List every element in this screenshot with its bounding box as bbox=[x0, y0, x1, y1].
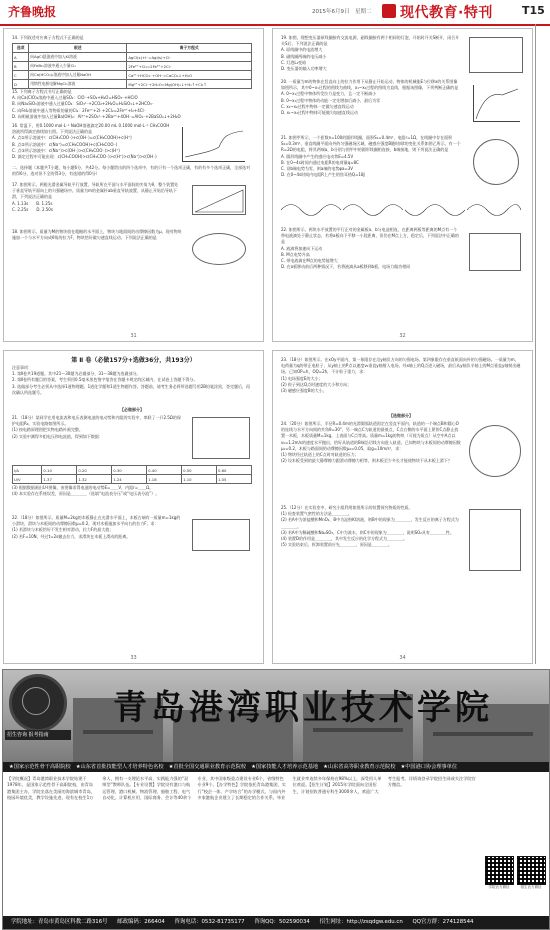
optional-section-label: 【选做部分】 bbox=[389, 413, 413, 418]
table-cell: 1.18 bbox=[147, 475, 182, 484]
energy-graph-figure bbox=[473, 85, 520, 122]
table-cell: Mg²⁺+2Cl⁻+2H₂O=Mg(OH)₂↓+H₂↑+Cl₂↑ bbox=[127, 80, 252, 89]
qr-caption: 招生官方微信 bbox=[520, 885, 542, 889]
section-2-instructions: 二、选择题（本题共7小题，每小题6分，共42分。每小题给出的四个选项中，有的只有一个选项正确，有的有多个选项正确，全部选对的得6分，选对但不全的得3分，有选错的得0分） bbox=[12, 165, 251, 177]
contact-qq: 咨询QQ：502590034 bbox=[254, 919, 310, 925]
q14-table bbox=[12, 43, 252, 89]
qr-caption: 学院官方微信 bbox=[488, 885, 510, 889]
table-cell: 2Fe²⁺+Cl₂=2Fe³⁺+2Cl⁻ bbox=[127, 62, 252, 71]
titration-curve-svg bbox=[183, 127, 245, 161]
section-title: 第 Ⅱ 卷（必做157分+选做36分，共193分） bbox=[71, 357, 196, 364]
table-cell: A bbox=[13, 53, 29, 62]
college-name: 青岛港湾职业技术学院 bbox=[113, 688, 493, 728]
table-header-cell: 0.60 bbox=[217, 466, 252, 475]
page-header bbox=[0, 0, 550, 26]
question-22: 22. 如图所示，两块水平放置的平行正对的金属板a、b与电池相连，在距离两板等距离的M点有一个带电液滴处于静止状态，若将a板向下平移一小段距离，但仍在M点上方，稳定后，下列说法中正确的是 A. 液滴将加速向下运动 B. M点电势升高 C. 带电液滴在M点的电势能增大 D. 在a板移动前后两种情况下，若将液滴从a板移到b板，电场力做功相同 bbox=[281, 227, 459, 270]
side-rule bbox=[535, 24, 536, 664]
must-section-label: 【必做部分】 bbox=[120, 407, 144, 412]
table-cell: D bbox=[13, 80, 29, 89]
masthead: 齐鲁晚报 bbox=[8, 5, 57, 19]
exam-page-33 bbox=[3, 350, 264, 664]
table-header-cell: 叙述 bbox=[29, 44, 127, 53]
qr-code-icon bbox=[517, 856, 546, 885]
question-17: 17. 如图所示，两根光滑金属导轨平行放置，导轨所在平面与水平面间的夹角为θ，整个装置处于垂直导轨平面向上的匀强磁场中。质量为m的金属杆ab垂直导轨放置，从静止开始沿导轨下滑，下列说法正确的是 A. 1.13s B. 1.25s C. 2.25s D. 2.50s bbox=[12, 182, 179, 212]
circle-figure bbox=[192, 233, 246, 265]
exam-page-number: 33 bbox=[130, 655, 137, 661]
exam-page-number: 32 bbox=[399, 333, 406, 339]
coil-figure bbox=[473, 139, 519, 185]
question-25: 25.（12分）在实验室中，研究小组利用如图所示的装置探究物质的性质。 (1) 检查装置气密性的方法是＿＿＿＿。 (2) 若A中为浓盐酸和MnO₂，B中为淀粉KI溶液，则B中的现象为＿＿＿＿，发生反应的离子方程式为＿＿＿＿。 (3) 若A中为稀硫酸和Na₂SO₃，C中为溴水，则C中的现象为＿＿＿＿，说明SO₂具有＿＿＿＿性。 (4) 装置D的作用是＿＿＿＿，其中发生反应的化学方程式为＿＿＿＿。 (5) 实验结束后，拆卸装置前应先＿＿＿＿，原因是＿＿＿＿。 bbox=[281, 505, 459, 548]
section-brand: 现代教育·特刊 bbox=[400, 5, 493, 21]
table-cell: 向Ca(HCO₃)₂溶液中加入过量NaOH bbox=[29, 71, 127, 80]
board-block-figure bbox=[192, 519, 250, 551]
exam-page-34 bbox=[272, 350, 533, 664]
apparatus-figure bbox=[469, 509, 521, 571]
table-header-cell: 0.40 bbox=[147, 466, 182, 475]
college-emblem-icon bbox=[9, 674, 67, 732]
table-header-cell: 0.30 bbox=[112, 466, 147, 475]
table-header-cell: I/A bbox=[13, 466, 42, 475]
table-header-cell: 离子方程式 bbox=[127, 44, 252, 53]
question-24: 24.（20分）如图所示，半径R=0.4m的光滑圆弧轨道固定在竖直平面内，轨道的一个端点B和圆心O的连线与水平方向间的夹角θ=30°，另一端点C为轨道的最低点，C点右侧的水平面上紧挨C点静止放置一木板，木板质量M=1kg，上表面与C点等高。质量m=1kg的物块（可视为质点）从空中A点以v₀=1.2m/s的速度水平抛出，恰好从轨道的B端沿切线方向进入轨道，已知物块与木板间的动摩擦因数μ₁=0.2，木板与路面间的动摩擦因数μ₂=0.05，取g=10m/s²，求： (1) 物块经过轨道上的C点时对轨道的压力； (2) 设木板受到的最大静摩擦力跟滑动摩擦力相等，则木板至少多长才能使物块不从木板上滑下？ bbox=[281, 421, 461, 464]
incline-figure bbox=[192, 185, 246, 215]
contact-phone: 咨询电话：0532-81735177 bbox=[174, 919, 245, 925]
issue-date: 2015年6月9日 星期二 bbox=[312, 9, 372, 15]
q21-data-table bbox=[12, 465, 252, 484]
qr-code-icon bbox=[485, 856, 514, 885]
exam-page-number: 34 bbox=[399, 655, 406, 661]
question-20: 20. 一质量为m的物体在竖直向上的拉力作用下从静止开始运动，物体的机械能E与位移x的关系图像如图所示，其中0~x₁过程的图线为曲线，x₁~x₂过程的图线为直线，根据该图像，下列判断正确的是 A. 0~x₁过程中物体所受拉力是变力，且一定不断减小 B. 0~x₁过程中物体的动能一定先增加后减小，最后为零 C. x₁~x₂过程中物体一定做匀速直线运动 D. x₁~x₂过程中物体可能做匀加速直线运动 bbox=[281, 79, 459, 116]
exam-page-32 bbox=[272, 28, 533, 342]
energy-graph-svg bbox=[474, 85, 520, 121]
circular-track-figure bbox=[469, 425, 521, 477]
question-19: 19. 如图，理想变压器原线圈接有交流电源，副线圈接有两个相同的灯泡，开始时开关S断开，闭合开关S后，下列说法正确的是 A. 原线圈中的电流增大 B. 副线圈两端的电压减小 C. 灯泡L₁变暗 D. 变压器的输入功率增大 bbox=[281, 35, 460, 72]
table-cell: 用惰性电极电解MgCl₂溶液 bbox=[29, 80, 127, 89]
contact-footer bbox=[3, 916, 549, 929]
table-cell: 向AgCl悬浊液中加入KI溶液 bbox=[29, 53, 127, 62]
contact-website: 招生网址：http://zsqdgw.edu.cn bbox=[319, 919, 403, 925]
exam-pages bbox=[3, 28, 533, 668]
question-16: 16. 常温下，用0.1000 mol·L⁻¹ NaOH溶液滴定20.00 mL 0.1000 mol·L⁻¹ CH₃COOH溶液所得滴定曲线如右图。下列说法正确的是 A. 点①所示溶液中：c(CH₃COO⁻)+c(OH⁻)=c(CH₃COOH)+c(H⁺) B. 点②所示溶液中：c(Na⁺)=c(CH₃COOH)+c(CH₃COO⁻) C. 点③所示溶液中：c(Na⁺)>c(OH⁻)>c(CH₃COO⁻)>c(H⁺) D. 滴定过程中可能出现：c(CH₃COOH)>c(CH₃COO⁻)>c(H⁺)>c(Na⁺)>c(OH⁻) bbox=[12, 123, 170, 160]
brand-logo-icon bbox=[382, 4, 396, 18]
contact-address: 学院地址：青岛市黄岛区科教二路316号 bbox=[11, 919, 108, 925]
building-window-row bbox=[433, 732, 533, 736]
exam-page-number: 31 bbox=[130, 333, 137, 339]
notice: 注意事项： 1. 第Ⅱ卷共19道题。其中21～30题为必做部分，31～38题为选做部分。 2. 第Ⅱ卷所有题目的答案，考生须用0.5毫米黑色签字笔答在答题卡规定的区域内，在试卷上答题不得分。 3. 选做部分考生必须从中选择1道物理题、1道化学题和1道生物题作答。答题前，请考生务必将所选题号用2B铅笔涂黑，答完题后，再次确认所选题号。 bbox=[12, 365, 251, 395]
capacitor-figure bbox=[469, 233, 521, 271]
building-window-row bbox=[83, 730, 153, 734]
question-15: 15. 下列离子方程式书写正确的是 A. 向Ca(ClO)₂溶液中通入过量SO₂：ClO⁻+SO₂+H₂O=HSO₃⁻+HClO B. 向Na₂SiO₃溶液中通入过量CO₂：SiO₃²⁻+2CO₂+2H₂O=H₂SiO₃↓+2HCO₃⁻ C. 向FeI₂溶液中通入等物质的量的Cl₂：2Fe²⁺+2I⁻+2Cl₂=2Fe³⁺+I₂+4Cl⁻ D. 向明矾溶液中加入过量Ba(OH)₂：Al³⁺+2SO₄²⁻+2Ba²⁺+4OH⁻=AlO₂⁻+2BaSO₄↓+2H₂O bbox=[12, 89, 181, 119]
question-14: 14. 下列叙述对应离子方程式不正确的是 bbox=[12, 35, 84, 40]
table-cell: 1.37 bbox=[42, 475, 77, 484]
question-18: 18. 如图所示，质量为M的物块放在粗糙的水平面上，物块与地面间的动摩擦因数为μ，现对物块施加一个与水平方向成θ角的拉力F，物块恰好做匀速直线运动，下列说法正确的是 bbox=[12, 229, 182, 241]
table-header-cell: 0.50 bbox=[182, 466, 217, 475]
table-cell: 向FeBr₂溶液中通入少量Cl₂ bbox=[29, 62, 127, 71]
question-21: 21. 如图甲所示，一个匝数n=100的圆形线圈，面积S₁=0.4m²，电阻r=1Ω，在线圈中存在面积S₂=0.3m²、垂直线圈平面向外的匀强磁场区域，磁感应强度B随时间t的变化关系如图乙所示，有一个R=2Ω的电阻，将其两端a、b分别与图甲中的圆形线圈相连接，b端接地，则下列说法正确的是 A. 圆形线圈中产生的感应电动势E=4.5V B. 在0~4s时间内通过电阻R的电荷量q=8C C. 设b端电势为零，则a端的电势φa=3V D. 在0~4s时间内电阻R上产生的焦耳热Q=18J bbox=[281, 135, 461, 178]
incline-svg bbox=[193, 186, 245, 214]
table-cell: AgCl(s)+I⁻=AgI(s)+Cl⁻ bbox=[127, 53, 252, 62]
question-23: 23.（18分）如图所示，在xOy平面内，第一象限存在沿y轴负方向的匀强电场，第四象限存在垂直纸面向外的匀强磁场。一质量为m、电荷量为q的带正电粒子，从y轴上的P点以速度v₀垂直y轴射入电场，经x轴上的Q点进入磁场，最后从y轴负半轴上的M点垂直y轴射出磁场，已知OP=h，OQ=2h，不计粒子重力，求： (1) 电场强度E的大小； (2) 粒子到达Q点时速度的大小和方向； (3) 磁感应强度B的大小。 bbox=[281, 357, 521, 394]
titration-curve-figure bbox=[182, 127, 245, 162]
table-cell: 1.10 bbox=[182, 475, 217, 484]
table-cell: 1.05 bbox=[217, 475, 252, 484]
table-cell: 1.24 bbox=[112, 475, 147, 484]
contact-postcode: 邮政编码：266404 bbox=[117, 919, 165, 925]
question-21: 21.（18分）某同学在用电流表和电压表测电池的电动势和内阻的实验中，串联了一只2.5Ω的保护电阻R₀，实验电路如图所示。 (1) 按电路原理图把实物电路补画完整。 (2) 实验中测得多组电压和电流值，得到如下数据： bbox=[12, 415, 181, 439]
table-cell: 1.32 bbox=[77, 475, 112, 484]
table-header-cell: 0.10 bbox=[42, 466, 77, 475]
table-cell: B bbox=[13, 62, 29, 71]
table-header-cell: 选项 bbox=[13, 44, 29, 53]
college-introduction: 【学院概况】青岛港湾职业技术学院始建于1978年，是国家示范性骨干高职院校，由青岛港集团主办，学院坐落在美丽的海滨城市青岛，校园环境优美，教学设施先进，现有在校生1万余人，拥有一支理论水平高、实践能力强的“双师型”教师队伍。【专业设置】学院设有港口与航运管理、港口机械、物流管理、船舶工程、电气自动化、计算机应用、国际商务、会计等40余个专业，其中国家级重点建设专业6个，省级特色专业9个。【办学特色】学院依托青岛港集团，实行“校企一体、产学结合”的办学模式，与国内外多家港航企业建立了长期稳定的合作关系，毕业生就业率连续多年保持在98%以上，深受用人单位欢迎。【招生计划】2015年学院面向全国招生，计划招收普通专科生3000余人，欢迎广大考生报考。详情请登录学院招生网或关注学院官方微信。 bbox=[7, 776, 476, 801]
table-cell: C bbox=[13, 71, 29, 80]
table-cell: U/V bbox=[13, 475, 42, 484]
enrollment-tag: 招生咨询 报考指南 bbox=[5, 730, 71, 740]
waveform-options-figure bbox=[281, 199, 521, 221]
college-advertisement bbox=[2, 669, 550, 930]
page-number: T15 bbox=[522, 4, 545, 17]
question-21-continued: (3) 根据数据画出U-I图像，由图像求得电池的电动势E=＿＿V，内阻r=＿＿Ω。 (4) 本实验存在系统误差，原因是＿＿＿＿（选填“电流表分压”或“电压表分流”）。 bbox=[12, 485, 160, 497]
exam-page-31 bbox=[3, 28, 264, 342]
honors-banner: ★国家示范性骨干高职院校 ★山东省首批技能型人才培养特色名校 ★首批全国交通职业教育示范院校 ★国家技能人才培养示范基地 ★山东省高等职业教育示范院校 ★中国港口协会理事单位 bbox=[3, 762, 549, 772]
contact-qq-group: QQ官方群：274128544 bbox=[412, 919, 474, 925]
table-header-cell: 0.20 bbox=[77, 466, 112, 475]
circuit-figure bbox=[192, 417, 250, 459]
question-22: 22.（18分）如图所示，质量M=2kg的木板静止在光滑水平面上，木板右端有一质量m=1kg的小滑块，滑块与木板间的动摩擦因数μ=0.2，现对木板施加水平向右的拉力F，求： (1) 若滑块与木板恰好不发生相对滑动，拉力F的最大值； (2) 若F=10N，经过t=2s撤去拉力，求滑块在木板上滑动的距离。 bbox=[12, 515, 181, 539]
table-cell: Ca²⁺+HCO₃⁻+OH⁻=CaCO₃↓+H₂O bbox=[127, 71, 252, 80]
transformer-figure bbox=[469, 37, 523, 73]
